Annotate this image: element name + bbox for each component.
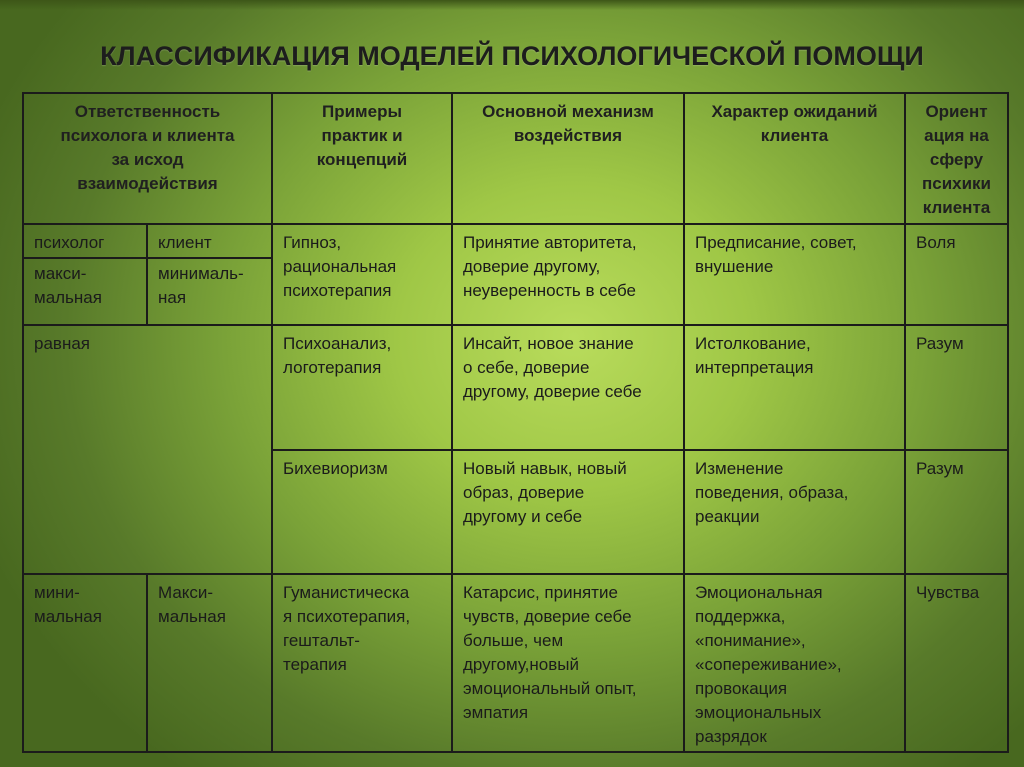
- r4-mechanism: Катарсис, принятие чувств, доверие себе больше, чем другому,новый эмоциональный опыт, эмпатия: [453, 575, 685, 751]
- r2-expectations: Истолкование, интерпретация: [685, 326, 906, 451]
- top-band: [0, 0, 1024, 10]
- header-examples: Примеры практик и концепций: [273, 94, 453, 225]
- r3-mechanism: Новый навык, новый образ, доверие другому и себе: [453, 451, 685, 575]
- r2-examples: Психоанализ, логотерапия: [273, 326, 453, 451]
- header-expectations: Характер ожиданий клиента: [685, 94, 906, 225]
- classification-table: [22, 92, 1009, 753]
- r1-mechanism: Принятие авторитета, доверие другому, неуверенность в себе: [453, 225, 685, 326]
- r4-client-value: Макси- мальная: [148, 575, 273, 751]
- r3-examples: Бихевиоризм: [273, 451, 453, 575]
- r4-psych-value: мини- мальная: [24, 575, 148, 751]
- page-title: КЛАССИФИКАЦИЯ МОДЕЛЕЙ ПСИХОЛОГИЧЕСКОЙ ПОМОЩИ: [100, 41, 924, 71]
- header-mechanism: Основной механизм воздействия: [453, 94, 685, 225]
- r3-expectations: Изменение поведения, образа, реакции: [685, 451, 906, 575]
- r4-examples: Гуманистическа я психотерапия, гештальт- терапия: [273, 575, 453, 751]
- r1-expectations: Предписание, совет, внушение: [685, 225, 906, 326]
- r1-client-value: минималь- ная: [148, 259, 273, 326]
- r1-orientation: Воля: [906, 225, 1007, 326]
- header-responsibility: Ответственность психолога и клиента за исход взаимодействия: [24, 94, 273, 225]
- r2-orientation: Разум: [906, 326, 1007, 451]
- r3-orientation: Разум: [906, 451, 1007, 575]
- label-client: клиент: [148, 225, 273, 259]
- header-orientation: Ориент ация на сферу психики клиента: [906, 94, 1007, 225]
- r1-examples: Гипноз, рациональная психотерапия: [273, 225, 453, 326]
- r4-expectations: Эмоциональная поддержка, «понимание», «сопереживание», провокация эмоциональных разрядок: [685, 575, 906, 751]
- r2-mechanism: Инсайт, новое знание о себе, доверие другому, доверие себе: [453, 326, 685, 451]
- r4-orientation: Чувства: [916, 583, 980, 602]
- r2-responsibility: равная: [24, 326, 273, 575]
- label-psychologist: психолог: [24, 225, 148, 259]
- r1-psych-value: макси- мальная: [24, 259, 148, 326]
